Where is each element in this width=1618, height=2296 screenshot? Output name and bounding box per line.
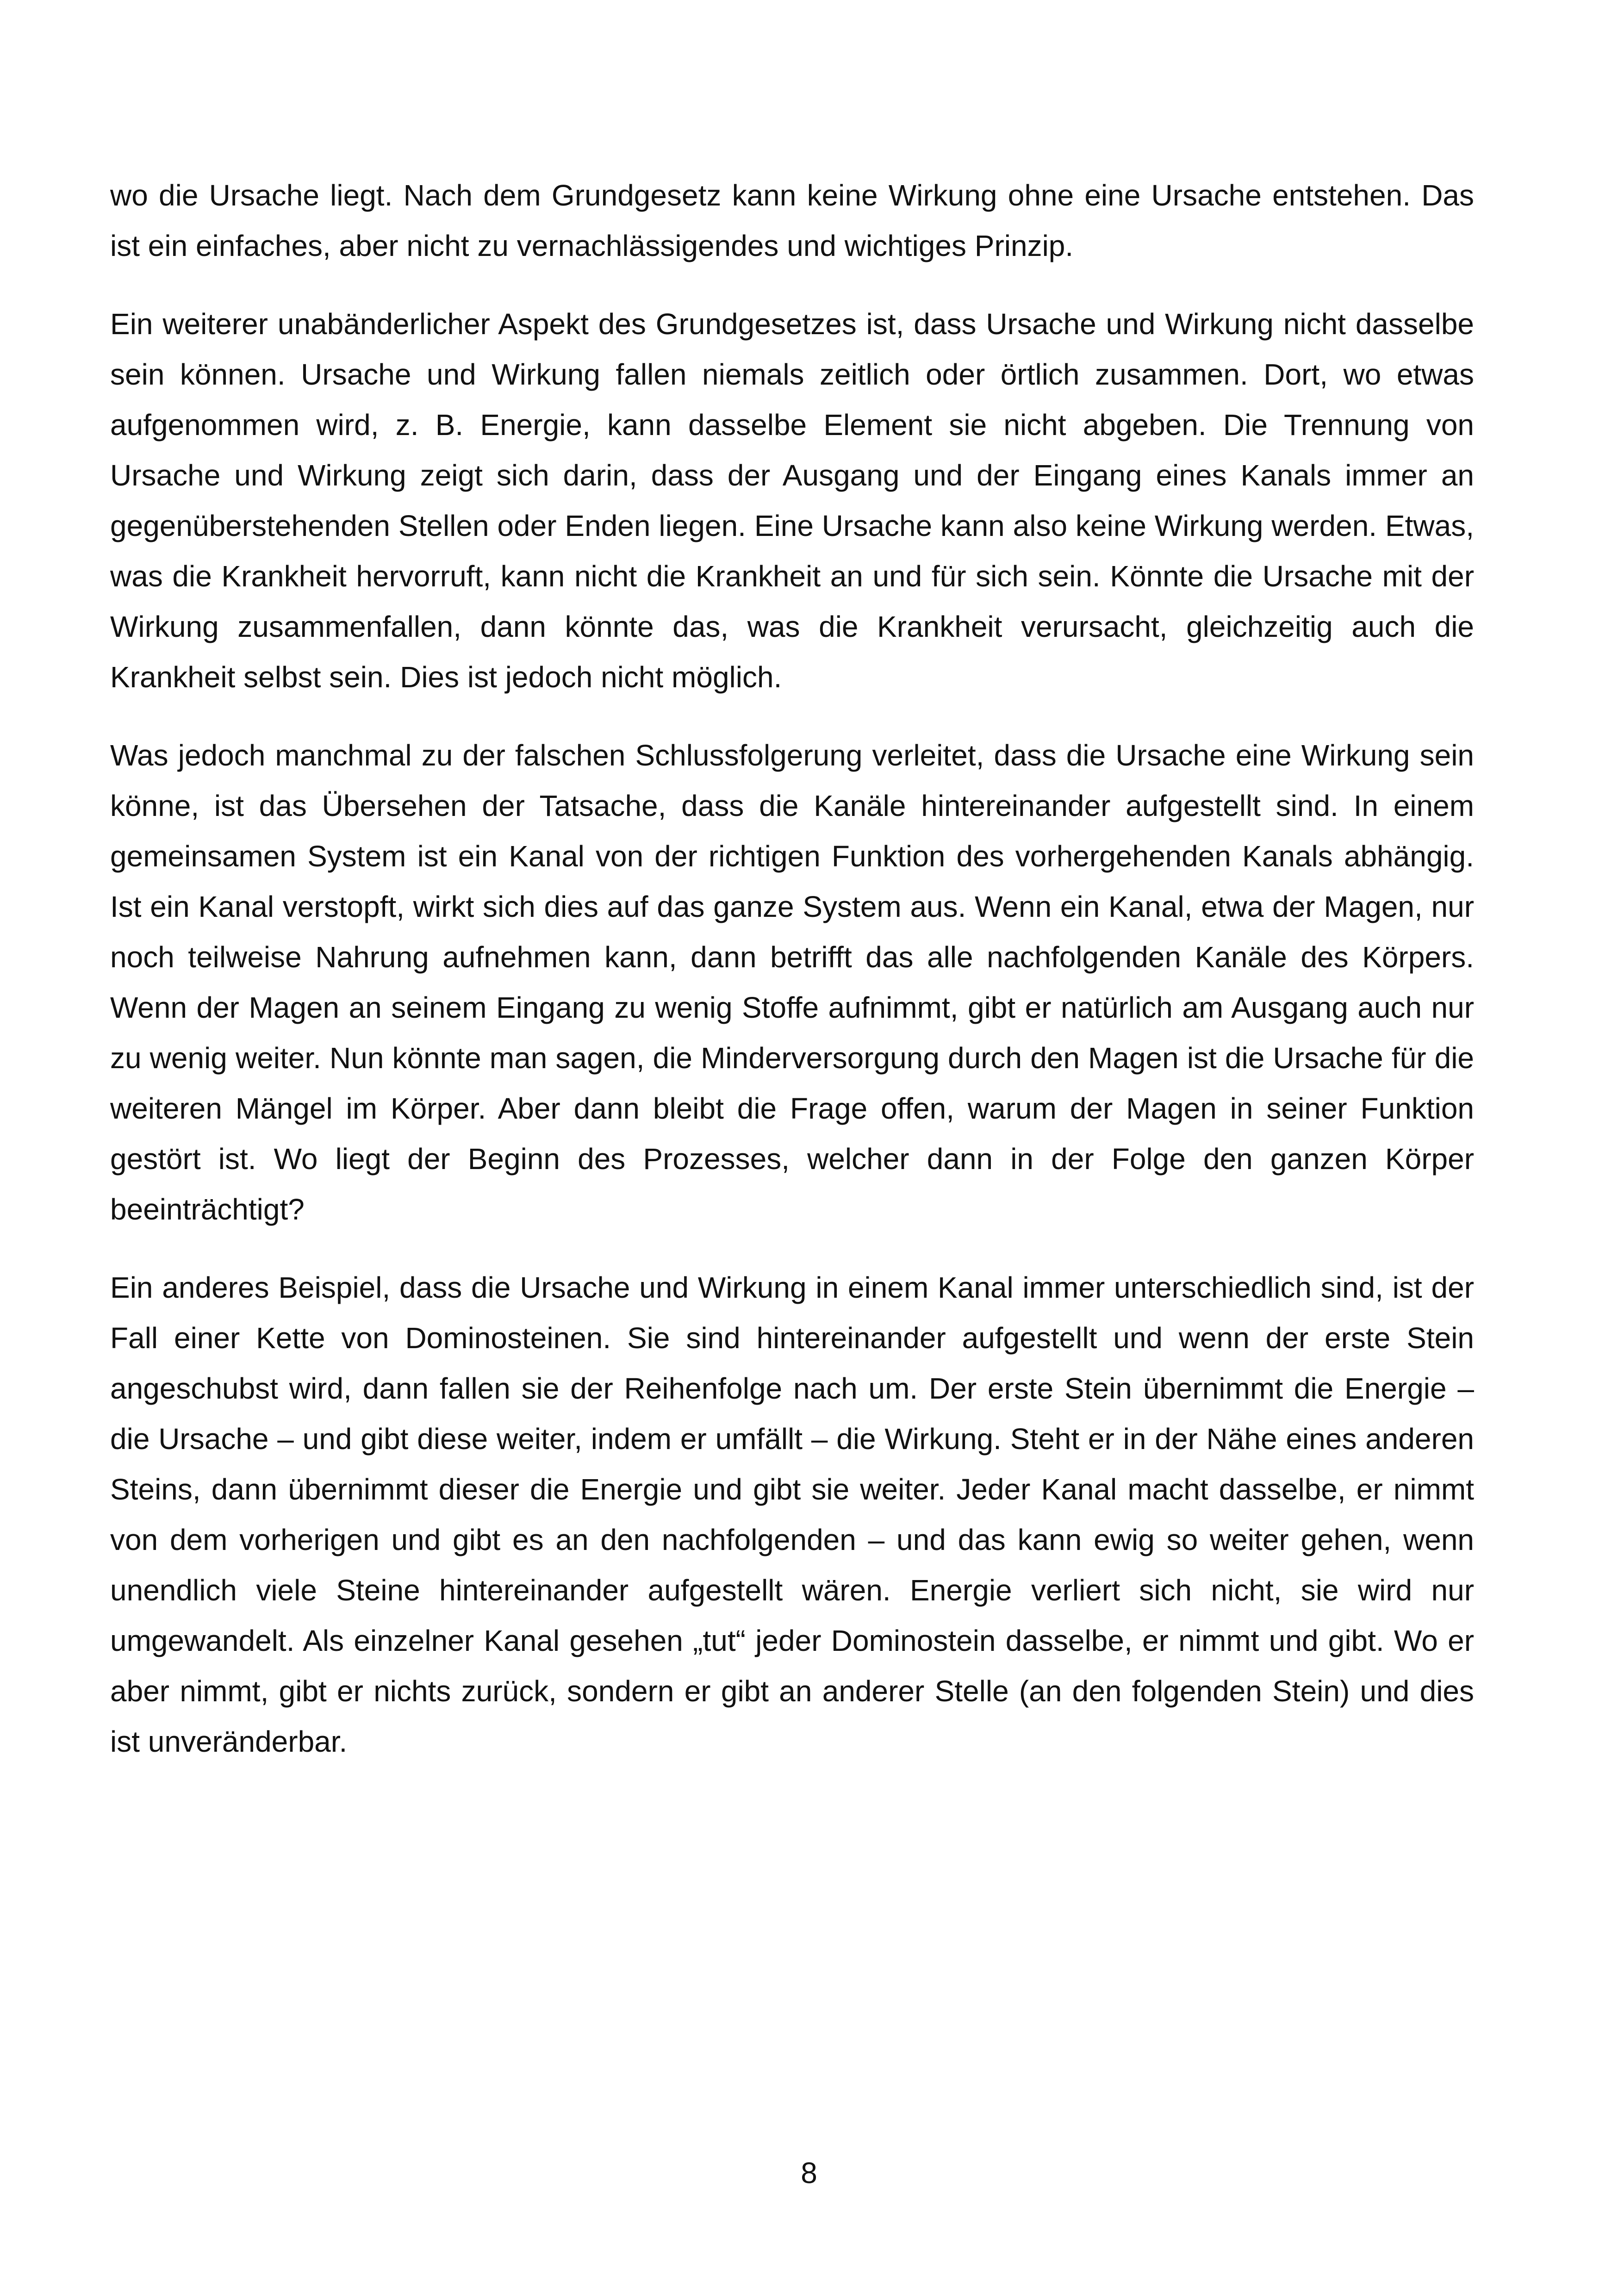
paragraph-3: Was jedoch manchmal zu der falschen Schlussfolgerung verleitet, dass die Ursache eine Wirkung sein könne, ist das Übersehen der Tatsache, dass die Kanäle hintereinander aufgestellt sind. In einem gemeinsamen System ist ein Kanal von der richtigen Funktion des vorhergehenden Kanals abhängig. Ist ein Kanal verstopft, wirkt sich dies auf das ganze System aus. Wenn ein Kanal, etwa der Magen, nur noch teilweise Nahrung aufnehmen kann, dann betrifft das alle nachfolgenden Kanäle des Körpers. Wenn der Magen an seinem Eingang zu wenig Stoffe aufnimmt, gibt er natürlich am Ausgang auch nur zu wenig weiter. Nun könnte man sagen, die Minderversorgung durch den Magen ist die Ursache für die weiteren Mängel im Körper. Aber dann bleibt die Frage offen, warum der Magen in seiner Funktion gestört ist. Wo liegt der Beginn des Prozesses, welcher dann in der Folge den ganzen Körper beeinträchtigt? <box>110 739 1474 1226</box>
body-text <box>110 170 1474 1795</box>
page-number: 8 <box>801 2156 817 2190</box>
paragraph-2: Ein weiterer unabänderlicher Aspekt des Grundgesetzes ist, dass Ursache und Wirkung nicht dasselbe sein können. Ursache und Wirkung fallen niemals zeitlich oder örtlich zusammen. Dort, wo etwas aufgenommen wird, z. B. Energie, kann dasselbe Element sie nicht abgeben. Die Trennung von Ursache und Wirkung zeigt sich darin, dass der Ausgang und der Eingang eines Kanals immer an gegenüberstehenden Stellen oder Enden liegen. Eine Ursache kann also keine Wirkung werden. Etwas, was die Krankheit hervorruft, kann nicht die Krankheit an und für sich sein. Könnte die Ursache mit der Wirkung zusammenfallen, dann könnte das, was die Krankheit verursacht, gleichzeitig auch die Krankheit selbst sein. Dies ist jedoch nicht möglich. <box>110 307 1474 694</box>
paragraph-1: wo die Ursache liegt. Nach dem Grundgesetz kann keine Wirkung ohne eine Ursache entstehen. Das ist ein einfaches, aber nicht zu vernachlässigendes und wichtiges Prinzip. <box>110 179 1474 262</box>
paragraph-4: Ein anderes Beispiel, dass die Ursache und Wirkung in einem Kanal immer unterschiedlich sind, ist der Fall einer Kette von Dominosteinen. Sie sind hintereinander aufgestellt und wenn der erste Stein angeschubst wird, dann fallen sie der Reihenfolge nach um. Der erste Stein übernimmt die Energie – die Ursache – und gibt diese weiter, indem er umfällt – die Wirkung. Steht er in der Nähe eines anderen Steins, dann übernimmt dieser die Energie und gibt sie weiter. Jeder Kanal macht dasselbe, er nimmt von dem vorherigen und gibt es an den nachfolgenden – und das kann ewig so weiter gehen, wenn unendlich viele Steine hintereinander aufgestellt wären. Energie verliert sich nicht, sie wird nur umgewandelt. Als einzelner Kanal gesehen „tut“ jeder Dominostein dasselbe, er nimmt und gibt. Wo er aber nimmt, gibt er nichts zurück, sondern er gibt an anderer Stelle (an den folgenden Stein) und dies ist unveränderbar. <box>110 1271 1474 1758</box>
